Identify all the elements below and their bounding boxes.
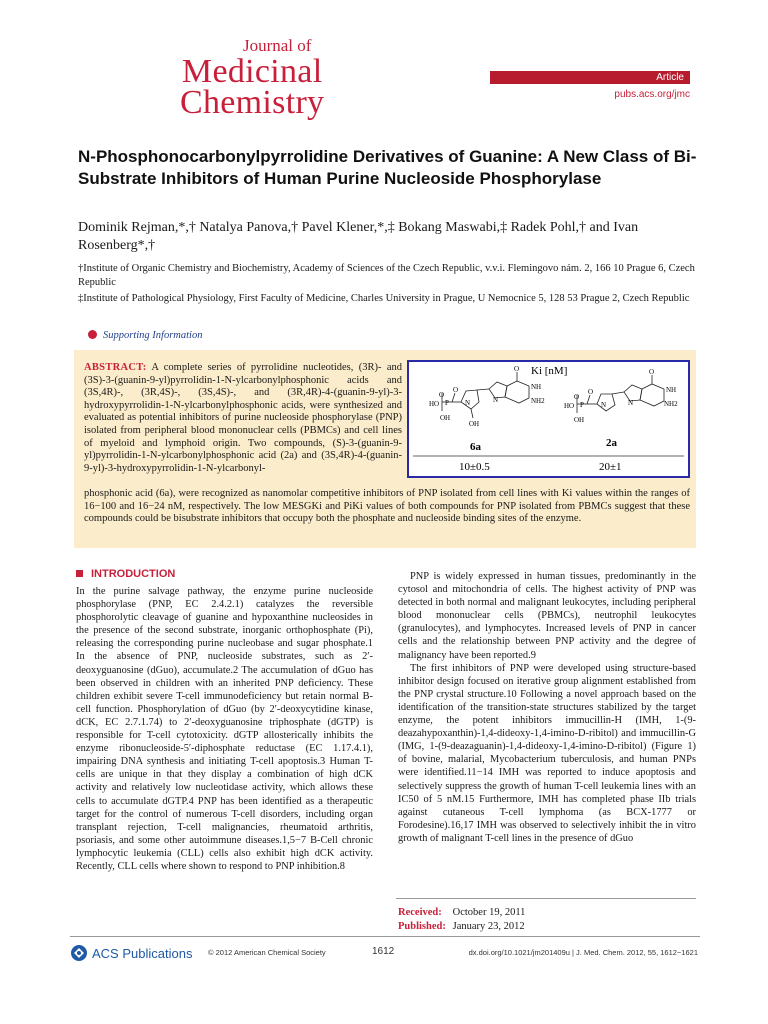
publisher-logo [70,944,192,962]
svg-text:O: O [574,393,580,401]
journal-masthead [180,36,325,121]
citation-line: dx.doi.org/10.1021/jm201409u | J. Med. Chem. 2012, 55, 1612−1621 [468,948,698,957]
svg-text:P: P [580,401,584,409]
copyright: © 2012 American Chemical Society [208,948,326,957]
publisher-name: ACS Publications [92,945,193,961]
svg-text:HO: HO [564,402,575,410]
supporting-information-link[interactable] [88,330,202,341]
svg-text:NH2: NH2 [664,400,678,408]
structure-6a [442,372,529,418]
journal-of: Journal of [242,36,312,55]
affiliation-2: ‡Institute of Pathological Physiology, First Faculty of Medicine, Charles University in Prague, U Nemocnice 5, 128 53 Prague 2, Czech Republic [78,293,690,304]
article-title: N-Phosphonocarbonylpyrrolidine Derivatives of Guanine: A New Class of Bi-Substrate Inhibitors of Human Purine Nucleoside Phosphorylase [78,147,697,188]
abstract-text-part1: ABSTRACT: A complete series of pyrrolidine nucleotides, (3R)- and (3S)-3-(guanin-9-yl)pyrrolidin-1-N-ylcarbonylphosphonic acids and (3S,4R)-, (3R,4S)-, (3S,4S)-, and (3R,4R)-4-(guanin-9-yl)-3-hydroxypyrrolidin-1-N-ylcarbonylphosphonic acids, were synthesized and evaluated as potential inhibitors of purine nucleoside phosphorylase (PNP) isolated from peripheral blood mononuclear cells (PBMCs) and cell lines of myeloid and lymphoid origin. Two compounds, (S)-3-(guanin-9-yl)pyrrolidin-1-N-ylcarbonylphosphonic acid (2a) and (3S,4R)-4-(guanin-9-yl)-3-hydroxypyrrolidin-1-N-ylcarbonyl- [84,362,402,474]
svg-text:N: N [628,399,634,407]
svg-text:OH: OH [440,414,451,422]
col2-paragraph-1: PNP is widely expressed in human tissues, predominantly in the cytosol and mitochondria of cells. The highest activity of PNP was detected in both normal and malignant leukocytes, including peripheral blood mononuclear cells (PBMCs), neutrophil leukocytes (granulocytes), and lymphocytes. Increased levels of PNP in cancer cells and the relationship between PNP activity and the degree of malignancy have been reported.9 [398,571,696,661]
journal-name-line1: Medicinal [181,53,323,90]
introduction-heading: INTRODUCTION [76,568,175,580]
abstract-text-part2: phosphonic acid (6a), were recognized as nanomolar competitive inhibitors of PNP isolated from cell lines with Ki values within the ranges of 16−100 and 16−24 nM, respectively. The low MESGKi and PiKi values of both compounds for PNP isolated from PBMCs suggest that these compounds could be bisubstrate inhibitors that occupy both the phosphate and nucleoside binding sites of the enzyme. [84,488,690,525]
svg-text:N: N [601,401,607,409]
compound-6a-label: 6a [470,441,481,453]
journal-url[interactable]: pubs.acs.org/jmc [614,89,690,100]
dates-block: Received: October 19, 2011 Published: January 23, 2012 [398,907,526,932]
svg-text:O: O [514,365,520,373]
footer-rule [70,936,700,937]
article-type-tag: Article [490,71,690,84]
svg-text:O: O [453,386,459,394]
page-number: 1612 [372,946,395,957]
svg-text:N: N [465,399,471,407]
toc-graphic [407,360,690,478]
journal-name-line2: Chemistry [180,84,325,121]
supporting-info-icon [88,330,97,339]
svg-text:NH2: NH2 [531,397,545,405]
svg-text:P: P [445,399,449,407]
svg-text:O: O [649,368,655,376]
compound-2a-label: 2a [606,437,617,449]
dates-divider [396,898,696,899]
structures-graphic [409,362,688,476]
affiliation-1: †Institute of Organic Chemistry and Biochemistry, Academy of Sciences of the Czech Republic, v.v.i. Flemingovo nám. 2, 166 10 Prague 6, Czech Republic [78,263,695,288]
svg-text:O: O [588,388,594,396]
supporting-info-label: Supporting Information [103,330,203,341]
svg-text:NH: NH [666,386,677,394]
svg-text:N: N [493,396,499,404]
ki-header: Ki [nM] [531,365,568,377]
body-column-1: In the purine salvage pathway, the enzyme purine nucleoside phosphorylase (PNP, EC 2.4.2.1) catalyzes the reversible phosphorolytic cleavage of guanine and hypoxanthine nucleosides in the presence of the second substrate, inorganic orthophosphate (Pi), releasing the corresponding purine nucleobase and sugar phosphate.1 In the absence of PNP, nucleoside substrates, such as 2′-deoxyguanosine (dGuo), accumulate.2 The accumulation of dGuo has been observed in children with an inherited PNP deficiency. These children exhibit severe T-cell immunodeficiency but retain normal B-cell function. Phosphorylation of dGuo (by 2′-deoxycytidine kinase, dCK, EC 2.7.1.74) to 2′-deoxyguanosine triphosphate (dGTP) is responsible for T-cell cytotoxicity. dGTP allosterically inhibits the enzyme ribonucleoside-5′-diphosphate reductase (EC 1.17.4.1), impairing DNA synthesis and initiating T-cell apoptosis.3 Human T-cells are unique in that they display a combination of high dCK activity and relatively low nucleotidase activity, which allows these cells to accumulate dGTP.4 PNP has been identified as a therapeutic target for the control of numerous T-cell disorders, including organ transplant rejection, T-cell malignancies, rheumatoid arthritis, psoriasis, and some other autoimmune diseases.1,5−7 B-Cell chronic lymphocytic leukemia (CLL) cells also exhibit high dCK activity. Recently, CLL cells where shown to respond to PNP inhibition.8 [76,586,373,872]
acs-logo-icon [70,944,88,962]
compound-2a-value: 20±1 [599,461,622,473]
svg-text:NH: NH [531,383,542,391]
svg-text:O: O [439,391,445,399]
svg-text:OH: OH [574,416,585,424]
section-marker-icon [76,570,83,577]
svg-text:OH: OH [469,420,480,428]
abstract-label: ABSTRACT: [84,362,147,373]
body-column-2 [398,570,696,845]
svg-text:HO: HO [429,400,440,408]
compound-6a-value: 10±0.5 [459,461,490,473]
col2-paragraph-2: The first inhibitors of PNP were developed using structure-based inhibitor design focused on iterative group alignment established from the PNP crystal structure.10 Following a novel approach based on the identification of the transition-state structures stabilized by the target enzyme, the potent inhibitors immucillin-H (IMH, 1-(9-deazahypoxanthin)-1,4-dideoxy-1,4-imino-D-ribitol) and immucillin-G (IMG, 1-(9-deazaguanin)-1,4-dideoxy-1,4-imino-D-ribitol) (Figure 1) of bovine, malarial, Mycobacterium tuberculosis, and human PNPs were identified.11−14 IMH was reported to induce apoptosis and selectively suppress the growth of human T-cell leukemia lines with an IC50 of 5 nM.15 Furthermore, IMH has completed phase IIb trials against cutaneous T-cell lymphoma (as BCX-1777 or Forodesine).16,17 IMH was observed to selectively inhibit the in vitro growth of malignant T-cell lines in the presence of dGuo [398,662,696,844]
author-list: Dominik Rejman,*,† Natalya Panova,† Pavel Klener,*,‡ Bokang Maswabi,‡ Radek Pohl,† and Ivan Rosenberg*,† [78,220,639,253]
